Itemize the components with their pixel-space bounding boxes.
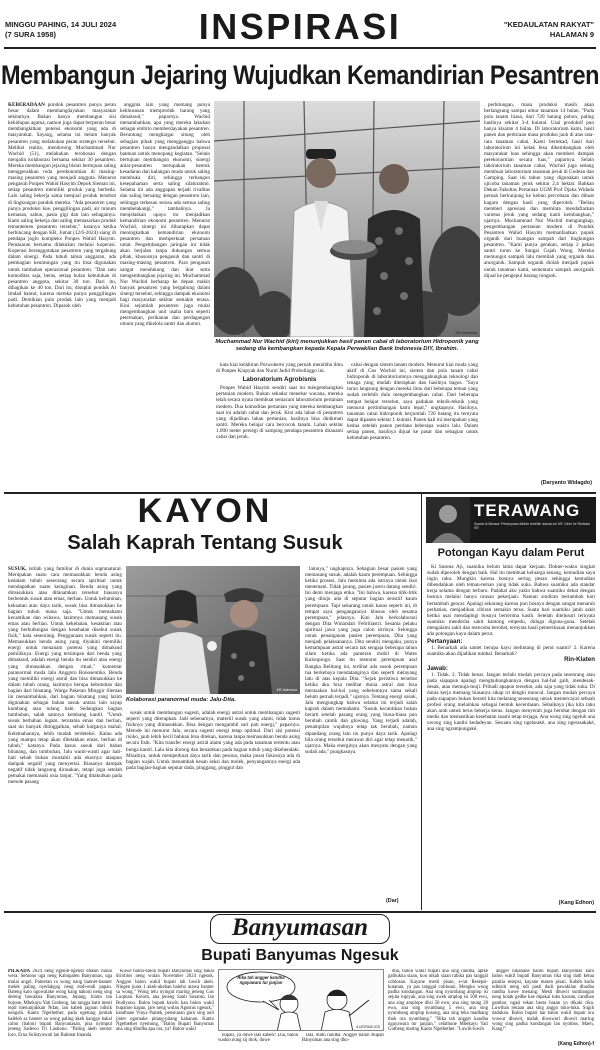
banyumas-column-1: PILKADA 2024 neng ngendi-ngendi dhasih mulai wera. Semono uga neng Kabupaten Banyumas, uga mulai angel. Pameran ra wong nang banner-banner melek paling nyedakgog neng endi-endi papan. Bareng karo ngowalake wong kang nakoni neng sing dereng bawakna Banyumas, Jepang, klaim tan bojone, Mbekayu Yati Gutheng, lan tangga batir mesti tepil menunjukkan Ndan, lan kabeh jagoan ndisik nengsih. Kanto Ngethether, pada ngetung jumlah baleleh sa banner sa wong paling akeh kanggo bakal calon (balon) bupati Banyumasan, pisa nyimpul jeneng Sadewo Tri Lastiono. "Paling akeh nomor loro, Erna Sulistyowati lan Rahmat Imanda.	[8, 969, 112, 1038]
kayon-column-3: lainnya," ungkapnya. Sebagian besar pasien yang memasang susuk, adalah kaum perempuan. Sehingga ketika prosesi, Jalu meminta ada istrinya untuk ikut menemani. Tidak jarang, pasien justru datang sendiri. Ini demi menjaga etika. "Ini bahwa, karena titik-titik yang dituju ada di seputar bagian sensitif kaum perempuan. Tapi sekarang untuk kasus seperti ini, di tempat saya pengangannya khusus oleh sesama perempuan," jelasnya. Kini Jalu berkolaborasi dengan Dita Wulandari Febriliastri. Sesama pelaku spiritual jawa yang juga calon istrinya. Sehingga untuk penanganan pasien perempuan, Dita yang menjadi pelaksananya. Dita sendiri mengaku, punya kemampuan astral secara tak sengaja beberapa tahun silam ketika ada pameran mobil di Wates Kulonprogo. Saat itu menurut perempuan asal Bangka Belitung ini, terlihat ada sosok perempuan tua berkebaya mendatanginya dan seperti melayang lalu di atas kepala Dita. "Sejak peristiwa tersebut ketika aku bisa melihat dunia astral dan bisa merasakan hal-hal yang sebelumnya sama sekali belum pernah terjadi," ujarnya. Tentang energi susuk, Jalu mengungkap bahwa selama ini terjadi salah kaprah dalam memahami. "Susuk kecantikan bukan berarti setelah pasang orang yang biasa-biasa pun berubah cantik dan glowing. Yang terjadi adalah, penampilan wajahnya tetap tak berubah, namun dipandang orang lain itu punya daya tarik. Apalagi bila orang tersebut merawat diri agar tetap menarik," ujarnya. Maka energinya akan menyatu dengan yang sudah ada," pungkasnya.	[305, 566, 417, 755]
newspaper-name: "KEDAULATAN RAKYAT"	[503, 20, 594, 29]
banyumas-headline: Bupati Banyumas Ngesuk	[201, 947, 399, 964]
lead-signature: (Daryanto Widagdo)	[540, 480, 592, 486]
banyumas-rubric: Banyumasan	[231, 914, 369, 941]
banyumas-under-illustration-right: laki, dudu randha. Angger balon Bupati Banyumas ana sing dhu-	[302, 1033, 384, 1044]
kayon-photo-image	[126, 566, 300, 694]
terawang-title: Potongan Kayu dalam Perut	[437, 547, 585, 559]
kayon-signature: (Dar)	[386, 898, 399, 904]
lead-subhead: Laboratorium Agrobisnis	[242, 376, 317, 384]
lead-photo-image	[214, 101, 480, 337]
edition-date: MINGGU PAHING, 14 JULI 2024	[5, 20, 117, 29]
banyumas-column-2: Kuwe balon-balon bupati Banyumas sing bakal dicoblos neng wulan November 2024 ngesuk. Anggon balon wakil bupati lah luwih akeh. Ningen juara 1 akeh-akehan baleho utawa banner sa wong," Wong telu nyingut maring jeneng Gus Luqman. Kelorn, ana jeneng Santi Susanto, lan Budiyono. Balon bupati kawin kan balon wakil bupatine kapan, jare neng wulan Agustus ngesuk," kandhane Vinya Pantek, pensiunan guru sing auli jinter ngomake pitang-pitang kahanan. Kanto Ngethether nyemong, "Balon Bupati Banyumas ana sing dhudha apa ora, ya? Balon wakil	[116, 969, 214, 1033]
banyumas-illustration	[218, 969, 384, 1031]
banyumas-under-illustration-left: bupati, ya duwe laki kabeh? Lha, balon wadon nung sij thok, duwe	[218, 1033, 298, 1044]
kayon-rubric: KAYON	[137, 492, 273, 530]
lead-column-2: anggota lain yang memang punya kekhususan memproduk barang yang dimaksud," paparnya. Wachid menambahkan, apa yang mereka lakukan sebagai embrio memberdayakan pesantren. Beruntung menghargai situng oleh sebagian pihak yang mengganggu bahwa pesantren hanya mengandalkan proposal bantuan untuk menopang kegiatan. "Selain bertujuan membangun ekonomi, sinergi antar-pesantren merupakan bentuk kesadaran dan kalangan muda untuk saling membuka diri, sehingga terbangun kesepahaman serta saling silaturahmi. Selama ini ada anggapan terjadi rivalitas dan saling bersaing dengan pesantren lain, sehingga terkesan serasa ada semua saling membelakangi," tambahnya. Ia menjelaskan upaya itu menjadikan kemandirian ekonomi pesantren. Menurut Wachid, sinergi ini diharapkan dapat meningkatkan kemandirian ekonomi pesantren dan memperkuat persatuan umat. Pengembangan jaringan ini tidak akan berjalan tanpa dukungan semua pihak, khususnya pengasuh dan santri di masing-masing pesantren. Para pengasuh sangat mendukung dan ikut serta mengembangkan jejaring ini. Muchammad Nur Wachid berharap ke depan makin banyak pesantren yang bergabung dalam sinergi tersebut, sehingga dampak ekonomi bagi masyarakat sekitar semakin terasa. Kini sejumlah pesantren juga mulai mengembangkan unit usaha baru seperti peternakan, perikanan dan perdagangan umum yang dikelola santri dan alumni.	[120, 102, 210, 328]
edition-javanese-date: (7 SURA 1958)	[5, 30, 56, 39]
lead-column-3: kata kiai kelahiran Purwokerto yang pernah menimba ilmu di Ponpes Krapyak dan Nurul Jadid Probolinggo ini. Laboratorium Agrobisnis Ponpes Wahid Hasyim sendiri saat ini mengembangkan pertanian modern. Bukan sekadar menebar wacana, mereka telah secara nyata membuat semacam laboratorium pertanian modern. Dua komoditas pertanian yang mereka kembangkan saat ini adalah cabai dan jeruk. Kini ada lahan di pesantren yang dijadikan lahan pertanian, hasilnya bisa dinikmati santri. Mereka belajar cara bercocok tanam. Lahan sekitar 1.000 meter persegi di samping pendapa pesantren ditanami cabai dan jeruk.	[216, 362, 343, 441]
kayon-headline: Salah Kaprah Tentang Susuk	[67, 532, 343, 554]
banyumas-signature: (Kang Edhon)-f	[557, 1041, 594, 1047]
terawang-tagline: Syarat di Neraca: Pertanyaan dikirim terlebih dahulu ke KR. Kirim ke Redaksi KR	[474, 522, 590, 531]
lead-column-5: perhitungan, masa produksi masih akan berlangsung sampai umur tanaman 14 bulan. "Pada pola tanam biasa, dari 720 batang pohon, paling hasilnya sekitar 3-4 kuintal. Usai produktif pun hanya kisaran 4 bulan. Di laboratorium kami, hasil panen dan perkiraan masa produksi jauh di atas rata-rata tanaman cabai. Kami bertekad, hasil dari laboratorium ini kelak bisa dikembangkan oleh masyarakat luas sehingga akan memberi dampak perekonomian secara luas," paparnya. Selain laboratorium tanaman cabai, Wachid juga sedang membuat laboratorium tanaman jeruk di Godean dan Gamping. Saat ini tahun yang digunakan untuk ujicoba tanaman jeruk sekitar 2,4 hektar. Bahkan Dekan Fakultas Pertanian UGM Prof Djaka Widada pernah berkunjung ke kebun percobaan dan dibuat kagum dengan hasil yang diperoleh. "Beliau memberi apresiasi dan meminta mendaftarkan varietas jeruk yang sedang kami kembangkan," ujarnya. Muchammad Nur Wachid mengungkap, pengembangan pertanian modern di Pondok Pesantren Wahid Hasyim memanfaatkan pupuk organik dari buangan sampah dari lingkungan pesantren. "Kami punya gerakan, setiap 2 pekan santri turun ke Sungai Gajah Wong. Mereka memungut sampah lalu memilah yang organik dan anorganik. Sampah organik diolah menjadi pupuk untuk tanaman kami, sementara sampah anorganik dijual ke pengepul barang rongsok.	[484, 102, 594, 279]
banyumas-column-4: angger nikahane balon bupati Banyumas karo balon wakil bupati Banyumas rika sing dadi ketua panitia resepsi, kayane masen pisan. Kabeh kudu ndhisiti neng ndi pasti dadi pawakilan dhudha randha kuwe menang. Mesti dhuwit sumbangan neng kotak gedhe kae dipakai tuku kaosan, candhan gambar, ngasi tekan beras basan yo dikaki rika. Luwihan rekaan ana sing anggo tuku-tuku. Sugih dadakan. Balon bupati lan balon wakil bupati ora wuwur dhuwit, malah diwuwuri dhuwit maring wong sing padha kondangan lan nyoblos. Maen, Kang!"	[492, 969, 594, 1033]
terawang-logo-box	[426, 497, 596, 543]
lead-dropcap: KEBERADAAN	[8, 102, 45, 108]
banyumas-illustration-credit: ILUSTRASI JOS	[356, 1025, 380, 1029]
divider-banyumas	[4, 911, 596, 913]
kayon-photo-caption: Kolaborasi paranormal muda: Jalu-Dita.	[126, 697, 236, 703]
kayon-column-2: susuk untuk membangun sugesti, adalah energi astral untuk membangun sugesti seperti yang diterapkan. Jadi sebenarnya, materiil susuk yang alami, tidak harus fisiknya yang dimasukkan. Bisa dengan mengambil sari pati energi," paparnya. Metode ini menurut Jalu, secara sugesti energi tetap optimal. Dari sisi potensi risiko, jauh lebih kecil bahkan bisa ditekan, karena tanpa memasukkan benda asing secara fisik. "Kita transfer energi astral alami yang ada pada tanaman tertentu atau bunga kantil. Lalu kita dorong dan benamkan pada bagian tubuh yang dikehendaki. Misalnya, untuk memperkuat daya tarik dan pesona, maka pusat fokusnya ada di bagian wajah. Untuk menambah kesan seksi dan molek, penyangannya energi ada pada bagian-bagian seputar dada, pinggang, pinggul dan	[126, 710, 300, 771]
kayon-column-1: SUSUK, istilah yang familiar di dunia supranatural. Merupakan suatu cara memasukkan benda asing kedalam tubuh seseorang secara spiritual untuk mendapatkan suatu keinginan. Benda asing yang dimasukkan atau ditanamkan tersebut biasanya berbentuk susuk atau emas, berlian. Untuk kebutuhan, kekuatan atau daya tarik, susuk bisa dimasukkan ke bagian tubuh mana saja. "Untuk memahami kecantikan dan wibawa, lazimnya memasang susuk emas atau berlian. Untuk kekebalan, kesaktian atau yang berhubungan dengan kesehatan disebut susuk fisik," kata seseorang. Penggunaan susuk seperti itu. Memasukkan benda asing yang diyakini memiliki energi untuk menanam potensi yang dimaksud pemiliknya. Energi yang tersimpan dari benda yang dimaksud, adalah energi benda itu sendiri atau energi yang dimasukkan dengan ritual," komentar paranormal muda Jalu Anggoro Ronosentiko. Benda yang memiliki energi astral dan bisa dimasukkan ke dalam tubuh orang, lazimnya berupa kebutuhan dan bagian dari binatang. Warga Pakeran Minggir Sleman ini menambahkan, dari bagian binatang yang lazim digunakan sebagai bahan susuk antara lain sayap kumbang atau tulang babi. Sedangkan bagian tumbuhan, salah satunya kembang kantil. "Untuk susuk berbahan logam, terutama emas dan berlian, saat ini banyak ditinggalkan, sebab harganya mahal. Kelemahannya, lebih mudah terdeteksi. Kalau ada yang mampu tetap akan diletakkan emas, berlian di tubuh," katanya. Pada kasus susuk dari bahan binatang, dan tumbuhan, Jalu wanti-wanti agar hati-hati sebab bukan mustahil ada ekornya ataupun dampak negatif yang menyertai. Biasanya dampak negatif tidak langsung dirasakan, tetapi juga setelah pemakai memasuki usia lanjut. "Yang ditakutkan pada metode pasang	[8, 566, 122, 786]
terawang-logo: TERAWANG	[474, 501, 581, 520]
lead-headline: Membangun Jejaring Wujudkan Kemandirian Pesantren	[1, 59, 599, 90]
section-title: INSPIRASI	[198, 6, 402, 47]
kayon-dropcap: SUSUK,	[8, 566, 27, 572]
terawang-signature: (Kang Edhon)	[558, 900, 594, 906]
kayon-photo-credit: KR-Istimewa	[276, 688, 297, 692]
banyumas-dropcap: PILKADA	[8, 969, 31, 974]
lead-column-4: cabai dengan sistem tanam modern. Menurut kiai muda yang aktif di Gus Wachid ini, sistem dan pola tanam cabai hidroponik di laboratoriumnya menggabungkan teknologi dan tenaga yang mudah diterapkan dan hasilnya bagus. "Saya turun langsung dengan mereka ilmu dari beberapa teman yang sudah terlebih dulu mengembangkan cabai. Dari beberapa tempat belajar tersebut, saya padukan teknik-teknik yang menurut pertimbangan kami tepat," ungkapnya. Hasilnya, tanaman cabai hidroponik berjumlah 720 batang itu ternyata dapat dipanen sekitar 1 kuintal. Panen kali ini merupakan yang kedua setelah panen perdana beberapa waktu lalu. Dalam setiap panen, hasilnya dijual ke pasar dan sebagian untuk kebutuhan pesantren.	[347, 362, 478, 442]
kayon-vertical-rule	[421, 494, 422, 910]
lead-photo	[214, 101, 480, 337]
banyumas-column-3: dha, balon wakil bupati ana sing randha, apike gathukna siaan, kon nikah siaan rabika pas tanggal coblosan. Kayane mesti pisan, e-rat Resepsi-kutanan, ya pas tanggal coblosan. Mengko wong padha kondangan. Ana sing nyumbang amplop isi sejuta rupiyah, ana sing aweh amplop isi 500 ewu, ana sing amplope diisi 50 ewu, ana sing mung 20 ewu, ana sing nyumbang 5 ewu, ana sing nyumbang amplop kosong, ana sing teka madhang thok ora nyumbang." "Rika tah angger kandha ngayawara tur janjian," celathune Mbekayu Yati Gutheng maring Kanto Ngethether. "Luwih-luwih	[388, 969, 488, 1033]
masthead-rule	[4, 47, 596, 49]
lead-photo-caption: Muchammad Nur Wachid (kiri) menunjukkan hasil panen cabai di laboratorium Hidroponik yang sedang dia kembangkan kepada Kepala Perwakilan Bank Indonesia DIY, Ibrahim.	[215, 339, 479, 352]
masthead	[0, 0, 600, 48]
lead-photo-credit: KR-Istimewa	[455, 331, 477, 335]
lead-column-1: KEBERADAAN pondok pesantren punya peran besar dalam membangdayakan masyarakat sekitarnya. Bukan hanya membangun sisi kehidupan agama, namun juga dapat berperan besar membangkitkan potensi ekonomi yang ada di masyarakat. Sayang, selama ini belum banyak pesantren yang melakukan peran strategis tersebut. Melihat realita, mendorong Muchammad Nur Wachid (51), melakukan terobosan dengan menjalin kolaborasi bersama sekitar 30 pesantren. Mereka membangun jejaring bisnis bertujuan saling menggerakkan roda perekonomian di masing-masing pesantren yang menjadi anggota. Menurut pengasuh Ponpes Wahid Hasyim Depok Sleman ini, setiap pesantren memiliki produk yang berbeda. Lalu saling bekerja sama menjual produk tersebut di lingkungan pondok mereka. "Ada pesantren yang punya produksi kue, penggilingan padi, air minum kemasan, sabun, pasta gigi dan lain sebagainya. Kami saling bekerja dan saling memasarkan produk temantemen pesantren tersebut," katanya ketika berbincang dengan KR, Jumat (12/6-2024) siang di pendapa joglo kompleks Ponpes Wahid Hasyim. Pemasaran bersama dilakukan melalui koperasi. Koperasi beranggotakan pesantren yang tergabung dalam sinergi. Pada tubuh tahun anggaran, ada pembagian keuntungan yang itu bisa digunakan untuk tambahan operasional pesantren. "Dan satu komoditas saja, beras, setiap bulan kebutuhan di pesantren anggota, sekitar 30 ton. Dari itu, dibagikan ke 40 ton. Dari itu, disuplai pondok Al Imdad bantul, karena mereka punya penggilingan padi. Demikian pula produk lain yang menjadi kebutuhan pesantren. Dipasok oleh	[8, 102, 116, 310]
kayon-photo	[126, 566, 300, 694]
page-number: HALAMAN 9	[549, 30, 594, 39]
terawang-portrait-icon	[426, 497, 470, 543]
terawang-body: Ki Susena Aji, suamiku belum lama dapat kerjaan. Dokter-waktu singkat sudah diperoleh dengan baik. Hal itu membuat keluarga senang, kemudian saya ingin tahu. Mungkin karena bosnya sering pesan sehingga kemudian dibendahkan oleh teman-teman yang tidak suka. Bahwa suamiku ada standar kerja selama dengan terburu. Padahal aku yakin bahwa suamiku dekat dengan bosnya melalui hanya urusan pekerjaan. Namun sindiran bertambah hari bertambah gencar. Apalagi sekarang karena pun bosnya dengan sangat menaruh perhatian, menjadikan cibiran semakin terus. Suatu hari suamiku jatuh sakit ketika usai mendapingi bosnya berterima kasih. Setelah ditelusuri ternyata suamiku menderita sakit kantong empedu, diduga diguna-guna. Setelah mengalami sakit dan mencoba berobat, ternyata hasil pemeriksaan menunjukkan ada potongan kayu dalam perut. Pertanyaan: 1. Benarkah ada santet berupa kayu melintang di perut suami? 2. Karena suamiku akan dijadikan tumbal. Benarkah? Rin-Klaten Jawab: 1. Tidak. 2. Tidak benar. Jangan terlalu mudah percaya pada seseorang atau pada siapapun apalagi menghubungkannya dengan hal-hal gaib, mendesak-desak, atau memuja-muji. Pribadi apapun tersebut, ada saja yang tidak suka. Di dunia kerja memang biasanya sikap iri dengki muncul. Jangan mudah percaya pada siapapun bukan berarti kita melarang seseorang untuk memercayai sebuah profesi orang melainkan sebagai bentuk kecerdasan. Sebaiknya jika kita tahu akan arah untuk terus bekerja keras. Jangan menyerah juga berobat dengan tim medis dan memastikan kesehatan suami tetap terjaga. Ana wong sing ngeluh ana uwong sing kanthi kedadeyan. Sesuatu sing ngelaraké, ana sing ngerasakaké, ana sing ngrampungaké.	[427, 564, 595, 733]
banyumas-speech-text: Rika tah angger kandha ngayawara tur janjian	[237, 975, 285, 985]
